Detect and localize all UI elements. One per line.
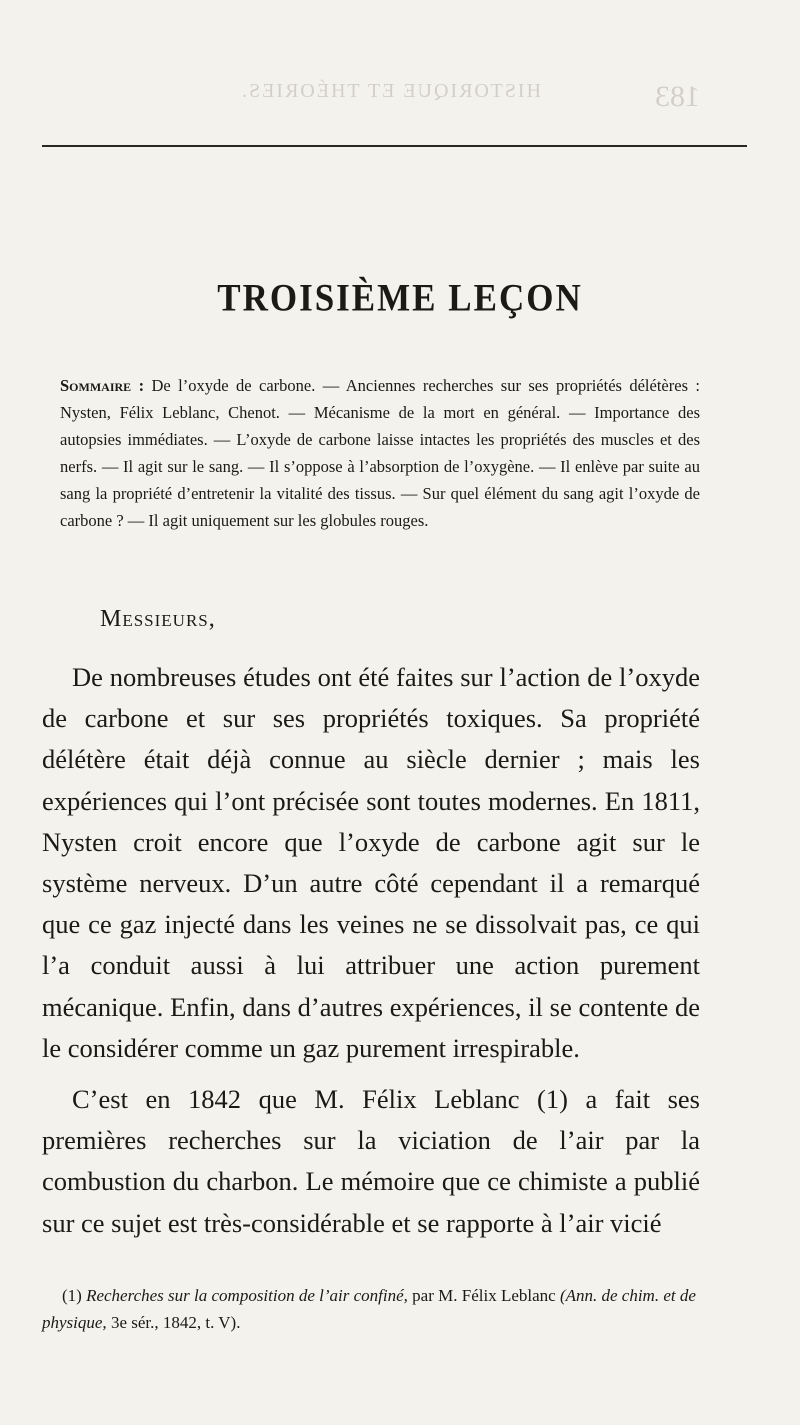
body-text [42, 657, 700, 1244]
summary-lead: Sommaire : [60, 376, 145, 395]
footnote-marker: (1) [62, 1286, 82, 1305]
footnote-author: par M. Félix Leblanc [412, 1286, 556, 1305]
salutation: Messieurs, [100, 606, 216, 632]
bleed-through-page-number: 183 [655, 80, 700, 113]
footnote-journal: (Ann. de chim. et de physique, [42, 1286, 696, 1332]
header-rule [42, 145, 747, 147]
footnote [42, 1282, 702, 1336]
footnote-title: Recherches sur la composition de l’air confiné, [86, 1286, 408, 1305]
summary-text: De l’oxyde de carbone. — Anciennes recherches sur ses propriétés délétères : Nysten, Félix Leblanc, Chenot. — Mécanisme de la mort en général. — Importance des autopsies immédiates. — L’oxyde de carbone laisse intactes les propriétés des muscles et des nerfs. — Il agit sur le sang. — Il s’oppose à l’absorption de l’oxygène. — Il enlève par suite au sang la propriété d’entretenir la vitalité des tissus. — Sur quel élément du sang agit l’oxyde de carbone ? — Il agit uniquement sur les globules rouges. [60, 376, 700, 530]
paragraph-1: De nombreuses études ont été faites sur l’action de l’oxyde de carbone et sur ses propriétés toxiques. Sa propriété délétère était déjà connue au siècle dernier ; mais les expériences qui l’ont précisée sont toutes modernes. En 1811, Nysten croit encore que l’oxyde de carbone agit sur le système nerveux. D’un autre côté cependant il a remarqué que ce gaz injecté dans les veines ne se dissolvait pas, ce qui l’a conduit aussi à lui attribuer une action purement mécanique. Enfin, dans d’autres expériences, il se contente de le considérer comme un gaz purement irrespirable. [42, 662, 700, 1063]
paragraph-2: C’est en 1842 que M. Félix Leblanc (1) a fait ses premières recherches sur la viciation de l’air par la combustion du charbon. Le mémoire que ce chimiste a publié sur ce sujet est très-considérable et se rapporte à l’air vicié [42, 1084, 700, 1238]
lesson-summary [60, 372, 700, 534]
lesson-title: TROISIÈME LEÇON [217, 275, 583, 320]
footnote-details: 3e sér., 1842, t. V). [110, 1313, 241, 1332]
bleed-through-running-head: HISTORIQUE ET THÉORIES. [240, 80, 541, 102]
